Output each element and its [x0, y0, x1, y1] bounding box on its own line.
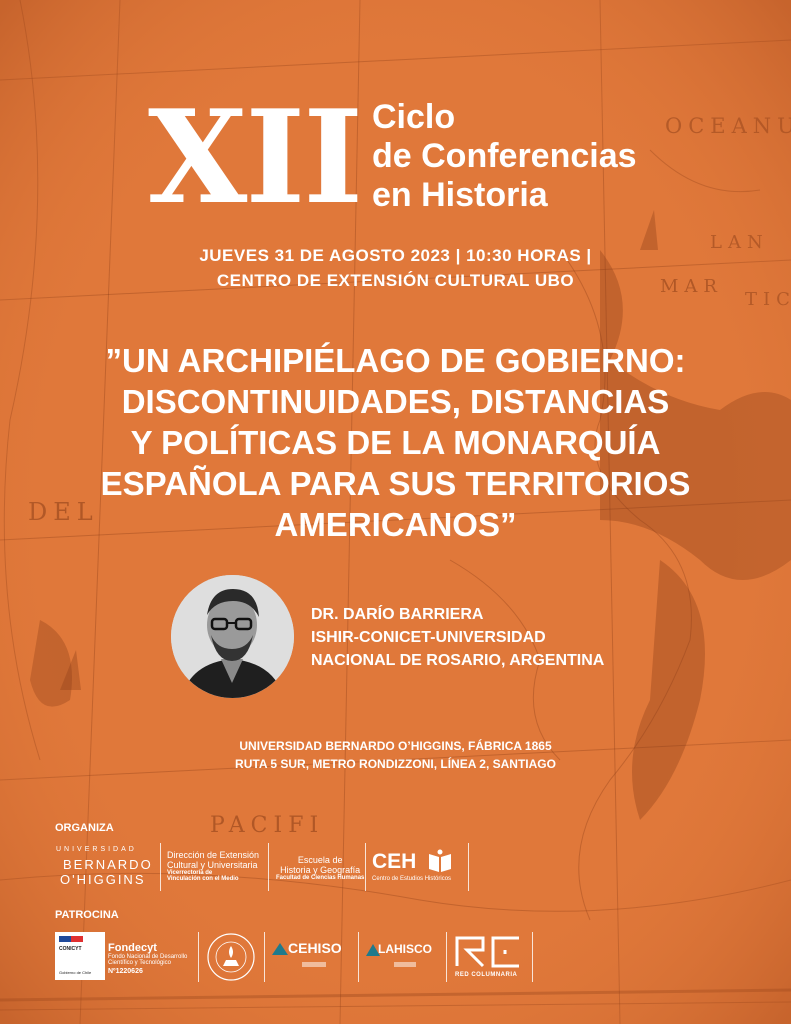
extension-line: Vinculación con el Medio — [167, 876, 239, 882]
conicyt-logo — [55, 932, 105, 980]
fondecyt-number: Nº1220626 — [108, 968, 143, 975]
divider — [365, 843, 366, 891]
talk-title-line: DISCONTINUIDADES, DISTANCIAS — [121, 383, 670, 420]
divider — [160, 843, 161, 891]
series-title — [372, 98, 637, 215]
cehiso-triangle-icon — [272, 943, 288, 955]
talk-title-line: ESPAÑOLA PARA SUS TERRITORIOS — [100, 465, 691, 502]
divider — [358, 932, 359, 982]
ceh-name: Centro de Estudios Históricos — [372, 876, 452, 882]
ubo-logo — [56, 846, 156, 888]
divider — [264, 932, 265, 982]
talk-title-line: ”UN ARCHIPIÉLAGO DE GOBIERNO: — [105, 342, 686, 379]
ubo-logo-line1: BERNARDO — [63, 857, 153, 872]
event-place: CENTRO DE EXTENSIÓN CULTURAL UBO — [216, 271, 575, 290]
talk-title-line: AMERICANOS” — [274, 506, 517, 543]
red-columnaria-label: RED COLUMNARIA — [455, 972, 518, 978]
speaker-photo — [171, 575, 294, 698]
patrocina-heading: PATROCINA — [55, 909, 119, 921]
red-columnaria-mark-icon — [455, 936, 523, 968]
cehiso-label: CEHISO — [288, 940, 342, 956]
escuela-line: Escuela de — [297, 855, 343, 865]
red-columnaria-logo — [452, 934, 528, 982]
talk-title-line: Y POLÍTICAS DE LA MONARQUÍA — [130, 424, 661, 461]
edition-roman-numeral: XII — [148, 83, 362, 233]
speaker-name: DR. DARÍO BARRIERA — [311, 606, 484, 623]
conicyt-label: CONICYT — [59, 946, 82, 952]
divider — [198, 932, 199, 982]
cehiso-logo — [272, 938, 352, 978]
venue-address: UNIVERSIDAD BERNARDO O’HIGGINS, FÁBRICA 1865 — [239, 739, 552, 753]
speaker-affiliation: ISHIR-CONICET-UNIVERSIDAD — [311, 629, 546, 646]
extension-line: Vicerrectoría de — [167, 870, 213, 876]
speaker-info — [311, 603, 604, 672]
venue-directions: RUTA 5 SUR, METRO RONDIZZONI, LÍNEA 2, SANTIAGO — [235, 757, 556, 771]
escuela-line: Facultad de Ciencias Humanas — [276, 875, 365, 881]
series-title-line: Ciclo — [372, 98, 456, 136]
book-icon — [427, 848, 453, 874]
fondecyt-line: Fondo Nacional de Desarrollo — [108, 954, 188, 960]
ceh-logo — [372, 848, 472, 888]
fondecyt-logo — [108, 942, 187, 975]
organiza-heading: ORGANIZA — [55, 822, 114, 834]
fondecyt-line: Científico y Tecnológico — [108, 960, 171, 966]
unr-seal-icon — [206, 932, 256, 982]
divider — [446, 932, 447, 982]
extension-line: Dirección de Extensión — [167, 850, 260, 860]
conicyt-sub: Gobierno de Chile — [59, 970, 92, 975]
divider — [532, 932, 533, 982]
ceh-abbr: CEH — [372, 850, 417, 873]
ubo-logo-line2: O'HIGGINS — [60, 872, 146, 887]
event-date: JUEVES 31 DE AGOSTO 2023 | 10:30 HORAS | — [199, 246, 592, 265]
talk-title — [0, 340, 791, 545]
series-title-line: de Conferencias — [372, 137, 637, 175]
speaker-affiliation: NACIONAL DE ROSARIO, ARGENTINA — [311, 652, 605, 669]
fondecyt-name: Fondecyt — [108, 942, 157, 954]
escuela-line: Historia y Geografía — [280, 865, 361, 875]
extension-line: Cultural y Universitaria — [167, 860, 258, 870]
ubo-logo-small: UNIVERSIDAD — [56, 846, 137, 853]
divider — [468, 843, 469, 891]
escuela-logo — [276, 855, 364, 881]
series-title-line: en Historia — [372, 176, 548, 214]
divider — [268, 843, 269, 891]
extension-logo — [167, 850, 259, 882]
lahisco-label: LAHISCO — [378, 942, 432, 956]
lahisco-logo — [366, 940, 446, 980]
